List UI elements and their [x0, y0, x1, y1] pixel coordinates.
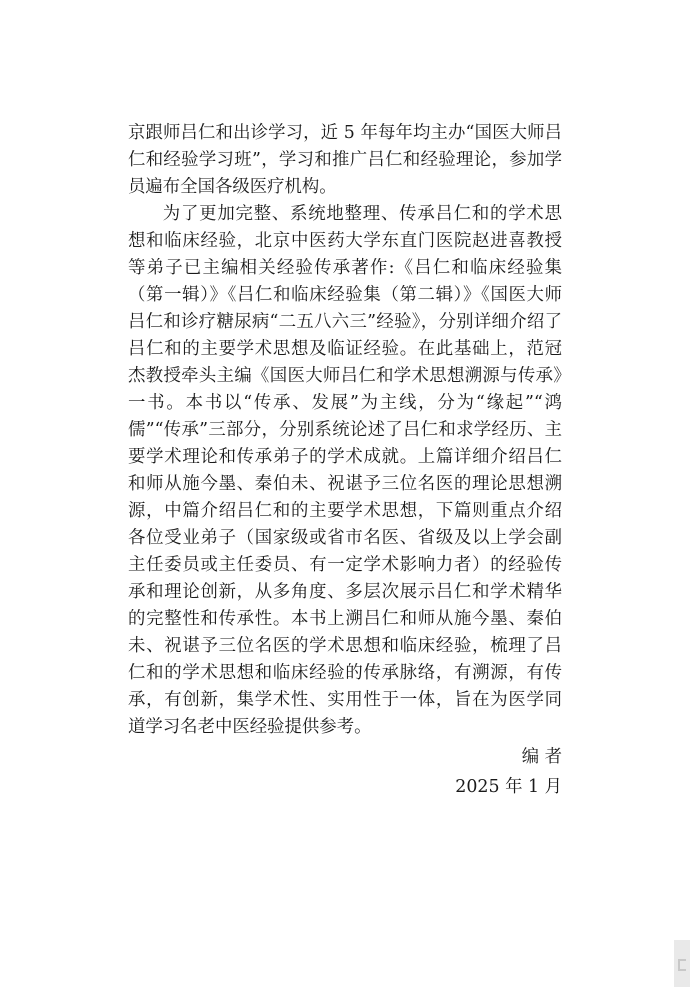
signature-block	[455, 744, 562, 801]
paragraph-continued: 京跟师吕仁和出诊学习，近 5 年每年均主办“国医大师吕仁和经验学习班”，学习和推广吕仁和经验理论，参加学员遍布全国各级医疗机构。	[128, 123, 562, 197]
paragraph-main: 为了更加完整、系统地整理、传承吕仁和的学术思想和临床经验，北京中医药大学东直门医院赵进喜教授等弟子已主编相关经验传承著作:《吕仁和临床经验集（第一辑）》《吕仁和临床经验集（第二辑）》《国医大师吕仁和诊疗糖尿病“二五八六三”经验》，分别详细介绍了吕仁和的主要学术思想及临证经验。在此基础上，范冠杰教授牵头主编《国医大师吕仁和学术思想溯源与传承》一书。本书以“传承、发展”为主线，分为“缘起”“鸿儒”“传承”三部分，分别系统论述了吕仁和求学经历、主要学术理论和传承弟子的学术成就。上篇详细介绍吕仁和师从施今墨、秦伯未、祝谌予三位名医的理论思想溯源，中篇介绍吕仁和的主要学术思想，下篇则重点介绍各位受业弟子（国家级或省市名医、省级及以上学会副主任委员或主任委员、有一定学术影响力者）的经验传承和理论创新，从多角度、多层次展示吕仁和学术精华的完整性和传承性。本书上溯吕仁和师从施今墨、秦伯未、祝谌予三位名医的学术思想和临床经验，梳理了吕仁和的学术思想和临床经验的传承脉络，有溯源，有传承，有创新，集学术性、实用性于一体，旨在为医学同道学习名老中医经验提供参考。	[128, 204, 562, 737]
author-signature: 编 者	[521, 747, 562, 767]
page-corner-tab	[674, 940, 690, 987]
preface-body	[128, 120, 562, 741]
signature-date: 2025 年 1 月	[455, 777, 562, 797]
